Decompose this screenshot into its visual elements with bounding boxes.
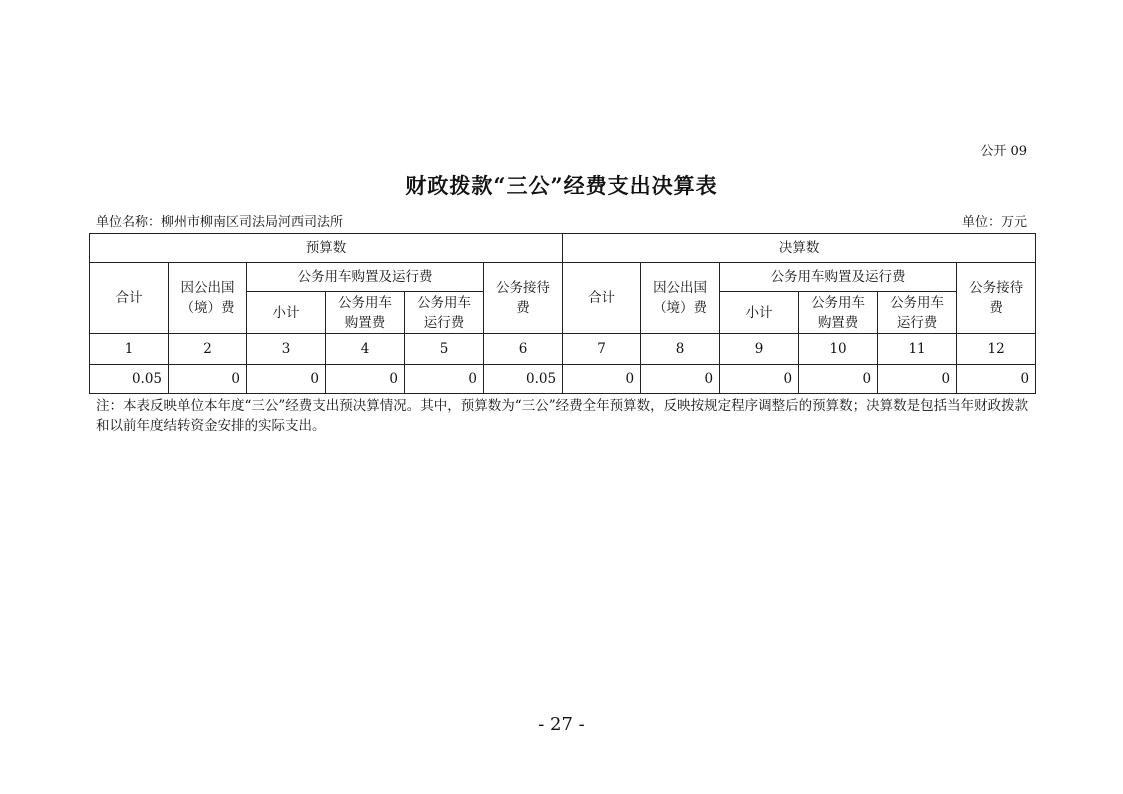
column-number: 11	[878, 334, 957, 365]
value-cell: 0	[957, 365, 1036, 394]
value-cell: 0	[799, 365, 878, 394]
value-cell: 0.05	[484, 365, 563, 394]
header-line: 因公出国	[180, 280, 235, 296]
column-number: 1	[90, 334, 169, 365]
column-number: 8	[641, 334, 720, 365]
budget-abroad-header	[169, 263, 247, 334]
final-abroad-header	[641, 263, 720, 334]
column-number: 5	[405, 334, 484, 365]
header-line: 公务用车	[890, 294, 945, 311]
header-line: 公务接待	[969, 280, 1024, 296]
column-number: 2	[169, 334, 247, 365]
table-note: 注：本表反映单位本年度“三公”经费支出预决算情况。其中，预算数为“三公”经费全年预算数，反映按规定程序调整后的预算数；决算数是包括当年财政拨款和以前年度结转资金安排的实际支出。	[96, 398, 1029, 434]
final-group-header: 决算数	[563, 234, 1036, 263]
value-cell: 0	[563, 365, 641, 394]
column-number: 9	[720, 334, 799, 365]
header-line: 购置费	[344, 314, 386, 331]
final-vehicle-header: 公务用车购置及运行费	[720, 263, 957, 292]
budget-group-header: 预算数	[90, 234, 563, 263]
value-cell: 0	[247, 365, 326, 394]
header-line: 运行费	[896, 314, 938, 331]
header-line: 公务接待	[496, 280, 551, 296]
budget-vehicle-header: 公务用车购置及运行费	[247, 263, 484, 292]
header-line: 购置费	[817, 314, 859, 331]
unit-name: 单位名称：柳州市柳南区司法局河西司法所	[96, 215, 344, 230]
header-line: 因公出国	[653, 280, 708, 296]
value-cell: 0	[878, 365, 957, 394]
value-cell: 0	[326, 365, 405, 394]
budget-reception-header	[484, 263, 563, 334]
column-number: 6	[484, 334, 563, 365]
header-line: （境）费	[653, 300, 708, 316]
value-cell: 0	[169, 365, 247, 394]
header-line: 费	[516, 300, 530, 316]
header-line: 运行费	[423, 314, 465, 331]
column-number: 12	[957, 334, 1036, 365]
document-code: 公开 09	[980, 144, 1027, 159]
final-total-header: 合计	[563, 263, 641, 334]
page-number: - 27 -	[538, 714, 585, 735]
value-cell: 0.05	[90, 365, 169, 394]
column-number: 4	[326, 334, 405, 365]
value-cell: 0	[720, 365, 799, 394]
unit-of-measure: 单位：万元	[961, 215, 1027, 230]
header-line: 公务用车	[338, 294, 392, 311]
three-public-expenses-table	[89, 233, 1036, 394]
budget-subtotal-header: 小计	[247, 292, 326, 334]
column-number: 10	[799, 334, 878, 365]
final-operation-header	[878, 292, 957, 334]
value-cell: 0	[405, 365, 484, 394]
final-purchase-header	[799, 292, 878, 334]
column-number: 3	[247, 334, 326, 365]
value-row	[90, 365, 1036, 394]
budget-total-header: 合计	[90, 263, 169, 334]
budget-purchase-header	[326, 292, 405, 334]
value-cell: 0	[641, 365, 720, 394]
header-line: 公务用车	[811, 294, 866, 311]
budget-operation-header	[405, 292, 484, 334]
group-header-row	[90, 234, 1036, 263]
final-subtotal-header: 小计	[720, 292, 799, 334]
page-title: 财政拨款“三公”经费支出决算表	[405, 173, 718, 198]
final-reception-header	[957, 263, 1036, 334]
header-line: 公务用车	[417, 294, 471, 311]
column-header-row	[90, 263, 1036, 292]
header-line: 费	[989, 300, 1003, 316]
column-number: 7	[563, 334, 641, 365]
column-number-row	[90, 334, 1036, 365]
header-line: （境）费	[180, 300, 235, 316]
